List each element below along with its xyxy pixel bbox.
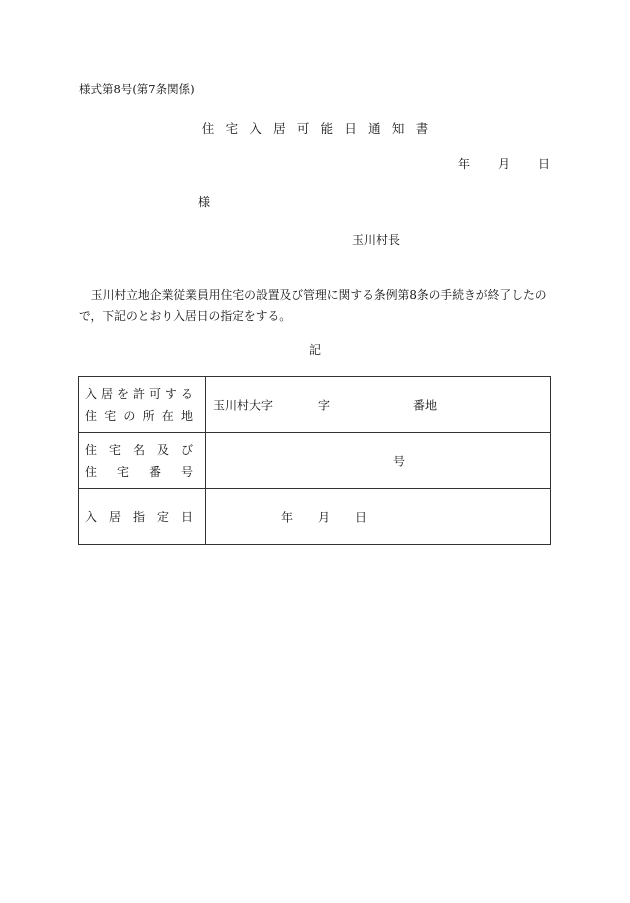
table-row bbox=[79, 433, 551, 489]
label-char: 宅 bbox=[108, 442, 121, 457]
label-char: 住 bbox=[85, 408, 98, 423]
label-char: 宅 bbox=[116, 464, 129, 479]
issuer-name: 玉川村長 bbox=[352, 233, 401, 247]
housing-go: 号 bbox=[393, 454, 406, 468]
movein-day: 日 bbox=[355, 510, 368, 524]
title-char: 通 bbox=[368, 121, 381, 136]
label-housing-address bbox=[79, 377, 206, 433]
label-char: 入 bbox=[85, 386, 98, 401]
body-text: 玉川村立地企業従業員用住宅の設置及び管理に関する条例第8条の手続きが終了したので，下記のとおり入居日の指定をする。 bbox=[79, 288, 547, 323]
value-move-in-date[interactable] bbox=[206, 489, 551, 545]
label-char: 日 bbox=[180, 509, 193, 524]
value-housing-number[interactable] bbox=[206, 433, 551, 489]
detail-table bbox=[78, 376, 551, 545]
label-char: 入 bbox=[85, 509, 98, 524]
label-char: 可 bbox=[148, 386, 161, 401]
label-char: を bbox=[116, 386, 129, 401]
label-char: 居 bbox=[100, 386, 113, 401]
address-banchi: 番地 bbox=[413, 398, 438, 412]
title-char: 知 bbox=[391, 121, 405, 136]
label-char: 所 bbox=[142, 408, 155, 423]
date-day: 日 bbox=[537, 157, 550, 171]
date-year: 年 bbox=[457, 157, 470, 171]
label-char: 指 bbox=[132, 509, 145, 524]
label-char: 居 bbox=[108, 509, 121, 524]
label-housing-name-number bbox=[79, 433, 206, 489]
address-prefix: 玉川村大字 bbox=[213, 398, 274, 412]
movein-year: 年 bbox=[281, 510, 294, 524]
title-char: 宅 bbox=[225, 121, 239, 136]
table-row bbox=[79, 377, 551, 433]
issue-date bbox=[430, 155, 550, 172]
document-title bbox=[0, 119, 630, 137]
address-aza: 字 bbox=[318, 398, 331, 412]
recipient-honorific: 様 bbox=[198, 195, 211, 209]
label-char: 住 bbox=[85, 442, 98, 457]
label-char: の bbox=[123, 408, 136, 423]
label-char: 許 bbox=[132, 386, 145, 401]
label-char: び bbox=[180, 442, 193, 457]
label-char: 及 bbox=[156, 442, 169, 457]
title-char: 可 bbox=[296, 121, 310, 136]
date-month: 月 bbox=[497, 157, 510, 171]
ki-heading: 記 bbox=[308, 343, 321, 357]
label-char: 定 bbox=[156, 509, 169, 524]
title-char: 日 bbox=[344, 121, 357, 136]
title-char: 入 bbox=[249, 121, 262, 136]
label-char: 宅 bbox=[104, 408, 117, 423]
title-char: 住 bbox=[201, 121, 215, 136]
label-char: る bbox=[180, 386, 193, 401]
label-move-in-date bbox=[79, 489, 206, 545]
label-char: 番 bbox=[148, 464, 161, 479]
title-char: 能 bbox=[320, 121, 334, 136]
value-housing-address[interactable] bbox=[206, 377, 551, 433]
table-row bbox=[79, 489, 551, 545]
label-char: 地 bbox=[180, 408, 193, 423]
title-char: 書 bbox=[415, 121, 429, 136]
movein-month: 月 bbox=[318, 510, 331, 524]
label-char: 名 bbox=[132, 442, 145, 457]
title-char: 居 bbox=[273, 121, 286, 136]
label-char: す bbox=[164, 386, 177, 401]
form-number: 様式第8号(第7条関係) bbox=[79, 82, 195, 96]
label-char: 号 bbox=[180, 464, 193, 479]
label-char: 在 bbox=[161, 408, 174, 423]
label-char: 住 bbox=[85, 464, 98, 479]
